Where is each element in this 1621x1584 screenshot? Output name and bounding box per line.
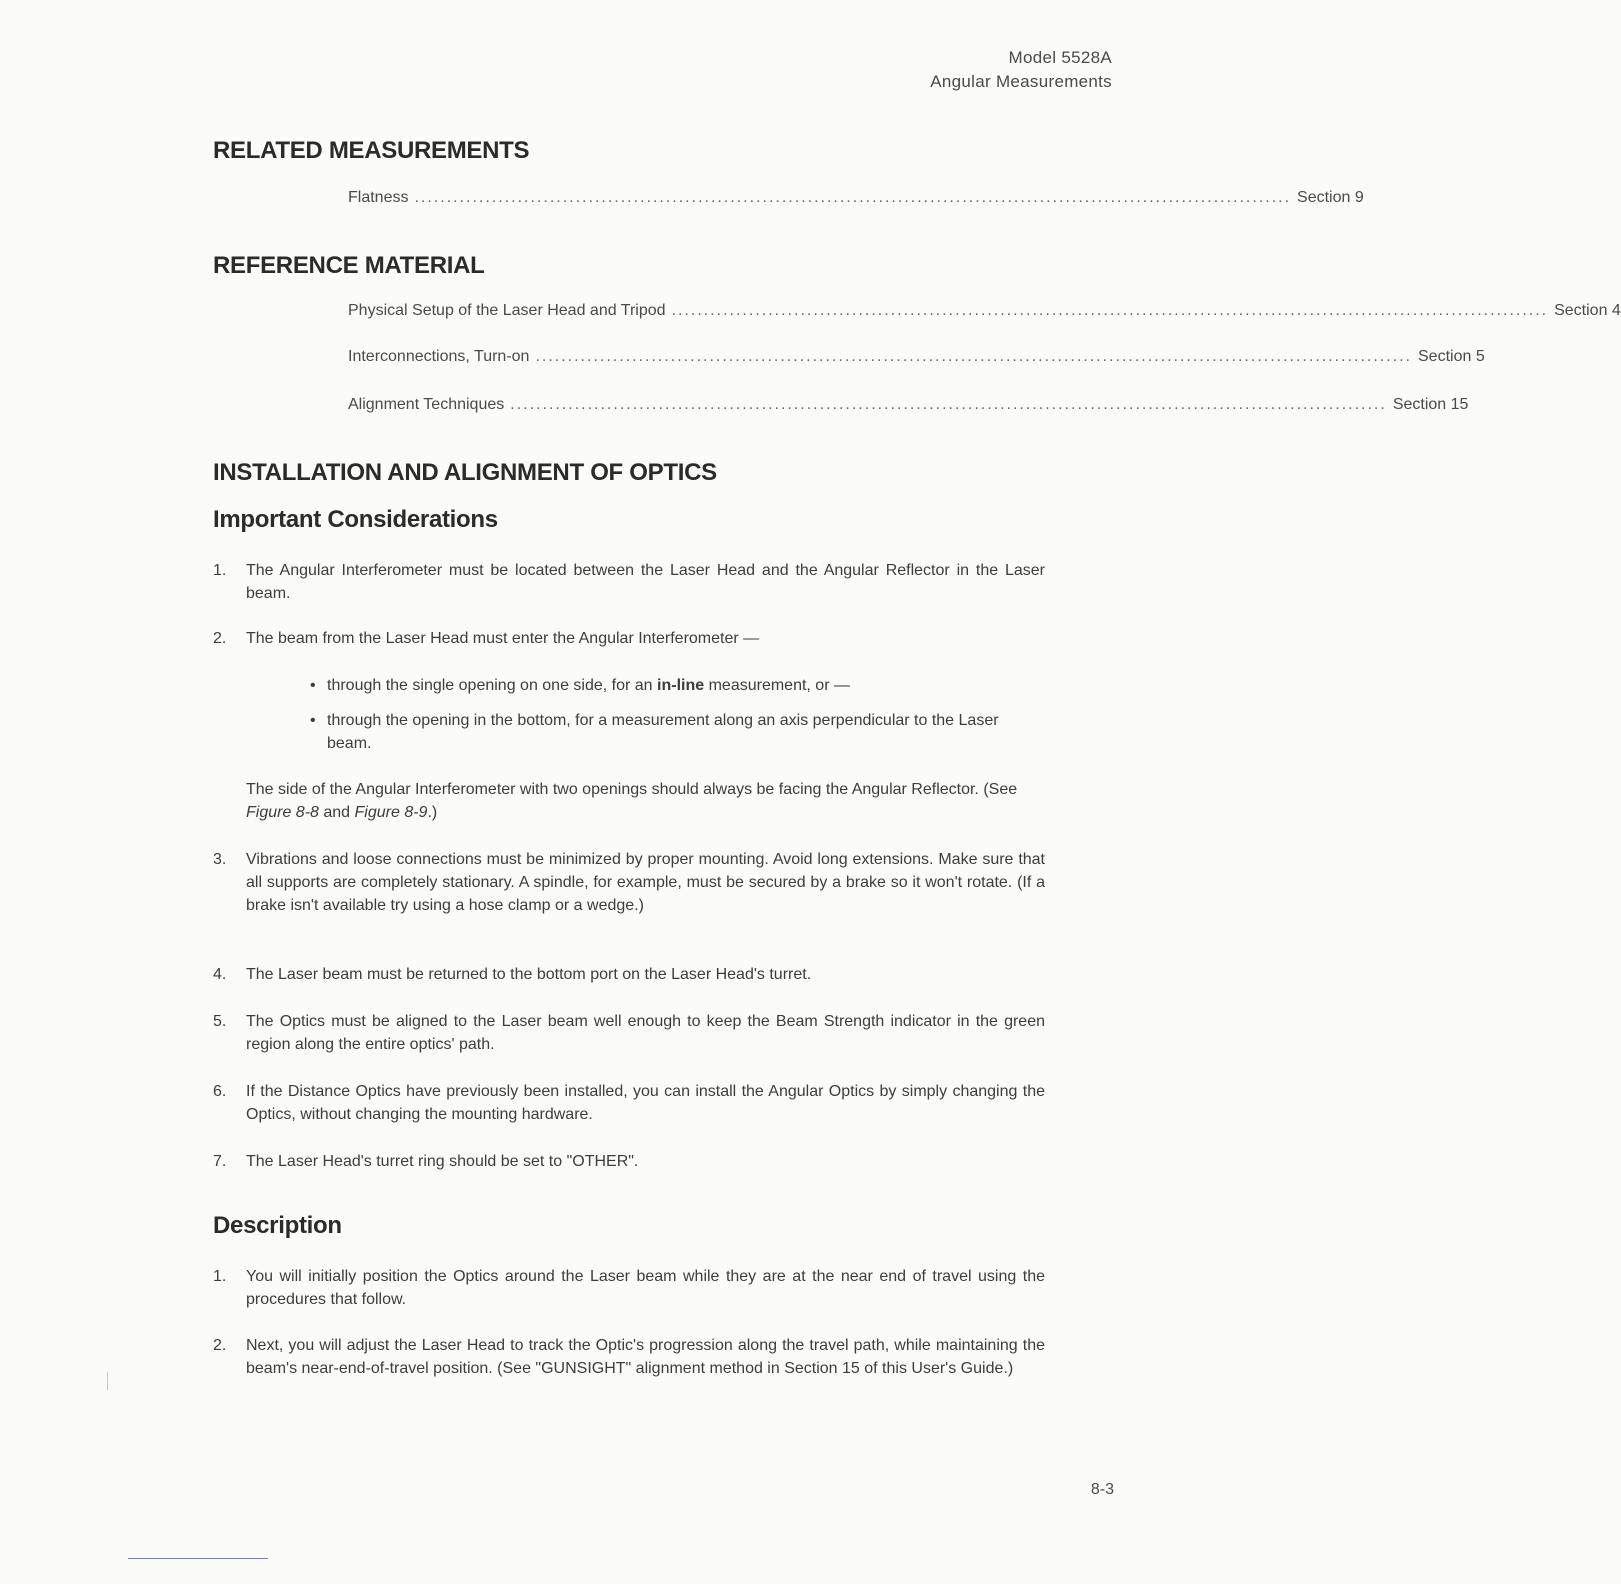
installation-heading: INSTALLATION AND ALIGNMENT OF OPTICS [213,459,717,486]
toc-label: Flatness [348,189,409,206]
toc-leader-dots: ........................................................................................................................................ [414,189,1292,206]
toc-row-physical-setup [348,302,1621,320]
description-heading: Description [213,1212,342,1239]
figure-ref: Figure 8-9 [354,804,428,821]
toc-leader-dots: ........................................................................................................................................ [671,302,1549,319]
bullet-dot-icon: • [310,677,316,694]
description-item [213,1334,1045,1380]
item-number: 1. [213,562,227,579]
page-number: 8-3 [1090,1481,1114,1498]
related-measurements-heading: RELATED MEASUREMENTS [213,137,530,164]
note-text: .) [427,804,438,821]
item-number: 1. [213,1268,227,1285]
bullet-text: through the opening in the bottom, for a measurement along an axis perpendicular to the Laser beam. [327,712,999,752]
important-considerations-heading: Important Considerations [213,506,498,533]
item-text: You will initially position the Optics around the Laser beam while they are at the near end of travel using the procedures that follow. [246,1268,1045,1308]
reference-material-heading: REFERENCE MATERIAL [213,252,485,279]
consideration-item [213,559,1045,605]
bullet-item-inline [310,674,1045,697]
toc-row-alignment-techniques [348,396,1469,414]
bullet-dot-icon: • [310,712,316,729]
note-text: The side of the Angular Interferometer with two openings should always be facing the Angular Reflector. (See [246,781,1018,798]
consideration-item [213,1080,1045,1126]
footer-rule [128,1558,268,1559]
consideration-item [213,627,1045,650]
margin-mark [107,1372,108,1390]
toc-label: Physical Setup of the Laser Head and Tripod [348,302,666,319]
toc-section: Section 9 [1297,189,1364,206]
description-item [213,1265,1045,1311]
bullet-text [327,674,1045,697]
bullet-item-bottom [310,709,1045,755]
bullet-bold-term: in-line [657,677,705,694]
figure-ref: Figure 8-8 [246,804,319,821]
toc-row-interconnections [348,348,1485,366]
item-text: If the Distance Optics have previously been installed, you can install the Angular Optics by simply changing the Optics, without changing the mounting hardware. [246,1083,1045,1123]
toc-label: Alignment Techniques [348,396,505,413]
toc-section: Section 4 [1554,302,1621,319]
item-text: The Laser beam must be returned to the bottom port on the Laser Head's turret. [246,966,812,983]
item-text: The beam from the Laser Head must enter the Angular Interferometer — [246,630,760,647]
orientation-note [246,778,1044,824]
toc-leader-dots: ........................................................................................................................................ [535,348,1412,365]
item-number: 4. [213,966,227,983]
consideration-item [213,848,1045,917]
note-text: and [318,804,355,821]
item-number: 7. [213,1153,227,1170]
consideration-item [213,963,1045,986]
running-header [930,46,1112,94]
item-text: The Laser Head's turret ring should be set to "OTHER". [246,1153,639,1170]
bullet-text-part: measurement, or — [704,677,850,694]
item-number: 6. [213,1083,227,1100]
header-subtitle: Angular Measurements [930,72,1112,91]
toc-row-flatness [348,189,1364,207]
item-text: The Angular Interferometer must be located between the Laser Head and the Angular Reflector in the Laser beam. [246,562,1045,602]
toc-section: Section 5 [1418,348,1485,365]
item-text: The Optics must be aligned to the Laser beam well enough to keep the Beam Strength indicator in the green region along the entire optics' path. [246,1013,1045,1053]
consideration-item [213,1150,1045,1173]
toc-section: Section 15 [1392,396,1469,413]
consideration-item [213,1010,1045,1056]
header-model: Model 5528A [1008,48,1112,67]
item-number: 5. [213,1013,227,1030]
item-number: 3. [213,851,227,868]
bullet-text-part: through the single opening on one side, for an [327,677,658,694]
toc-leader-dots: ........................................................................................................................................ [510,396,1387,413]
toc-label: Interconnections, Turn-on [348,348,530,365]
item-number: 2. [213,1337,227,1354]
item-number: 2. [213,630,227,647]
item-text: Vibrations and loose connections must be minimized by proper mounting. Avoid long extensions. Make sure that all supports are completely stationary. A spindle, for example, must be secured by a brake so it won't rotate. (If a brake isn't available try using a hose clamp or a wedge.) [246,851,1045,914]
item-text: Next, you will adjust the Laser Head to track the Optic's progression along the travel path, while maintaining the beam's near-end-of-travel position. (See "GUNSIGHT" alignment method in Section 15 of this User's Guide.) [246,1337,1045,1377]
